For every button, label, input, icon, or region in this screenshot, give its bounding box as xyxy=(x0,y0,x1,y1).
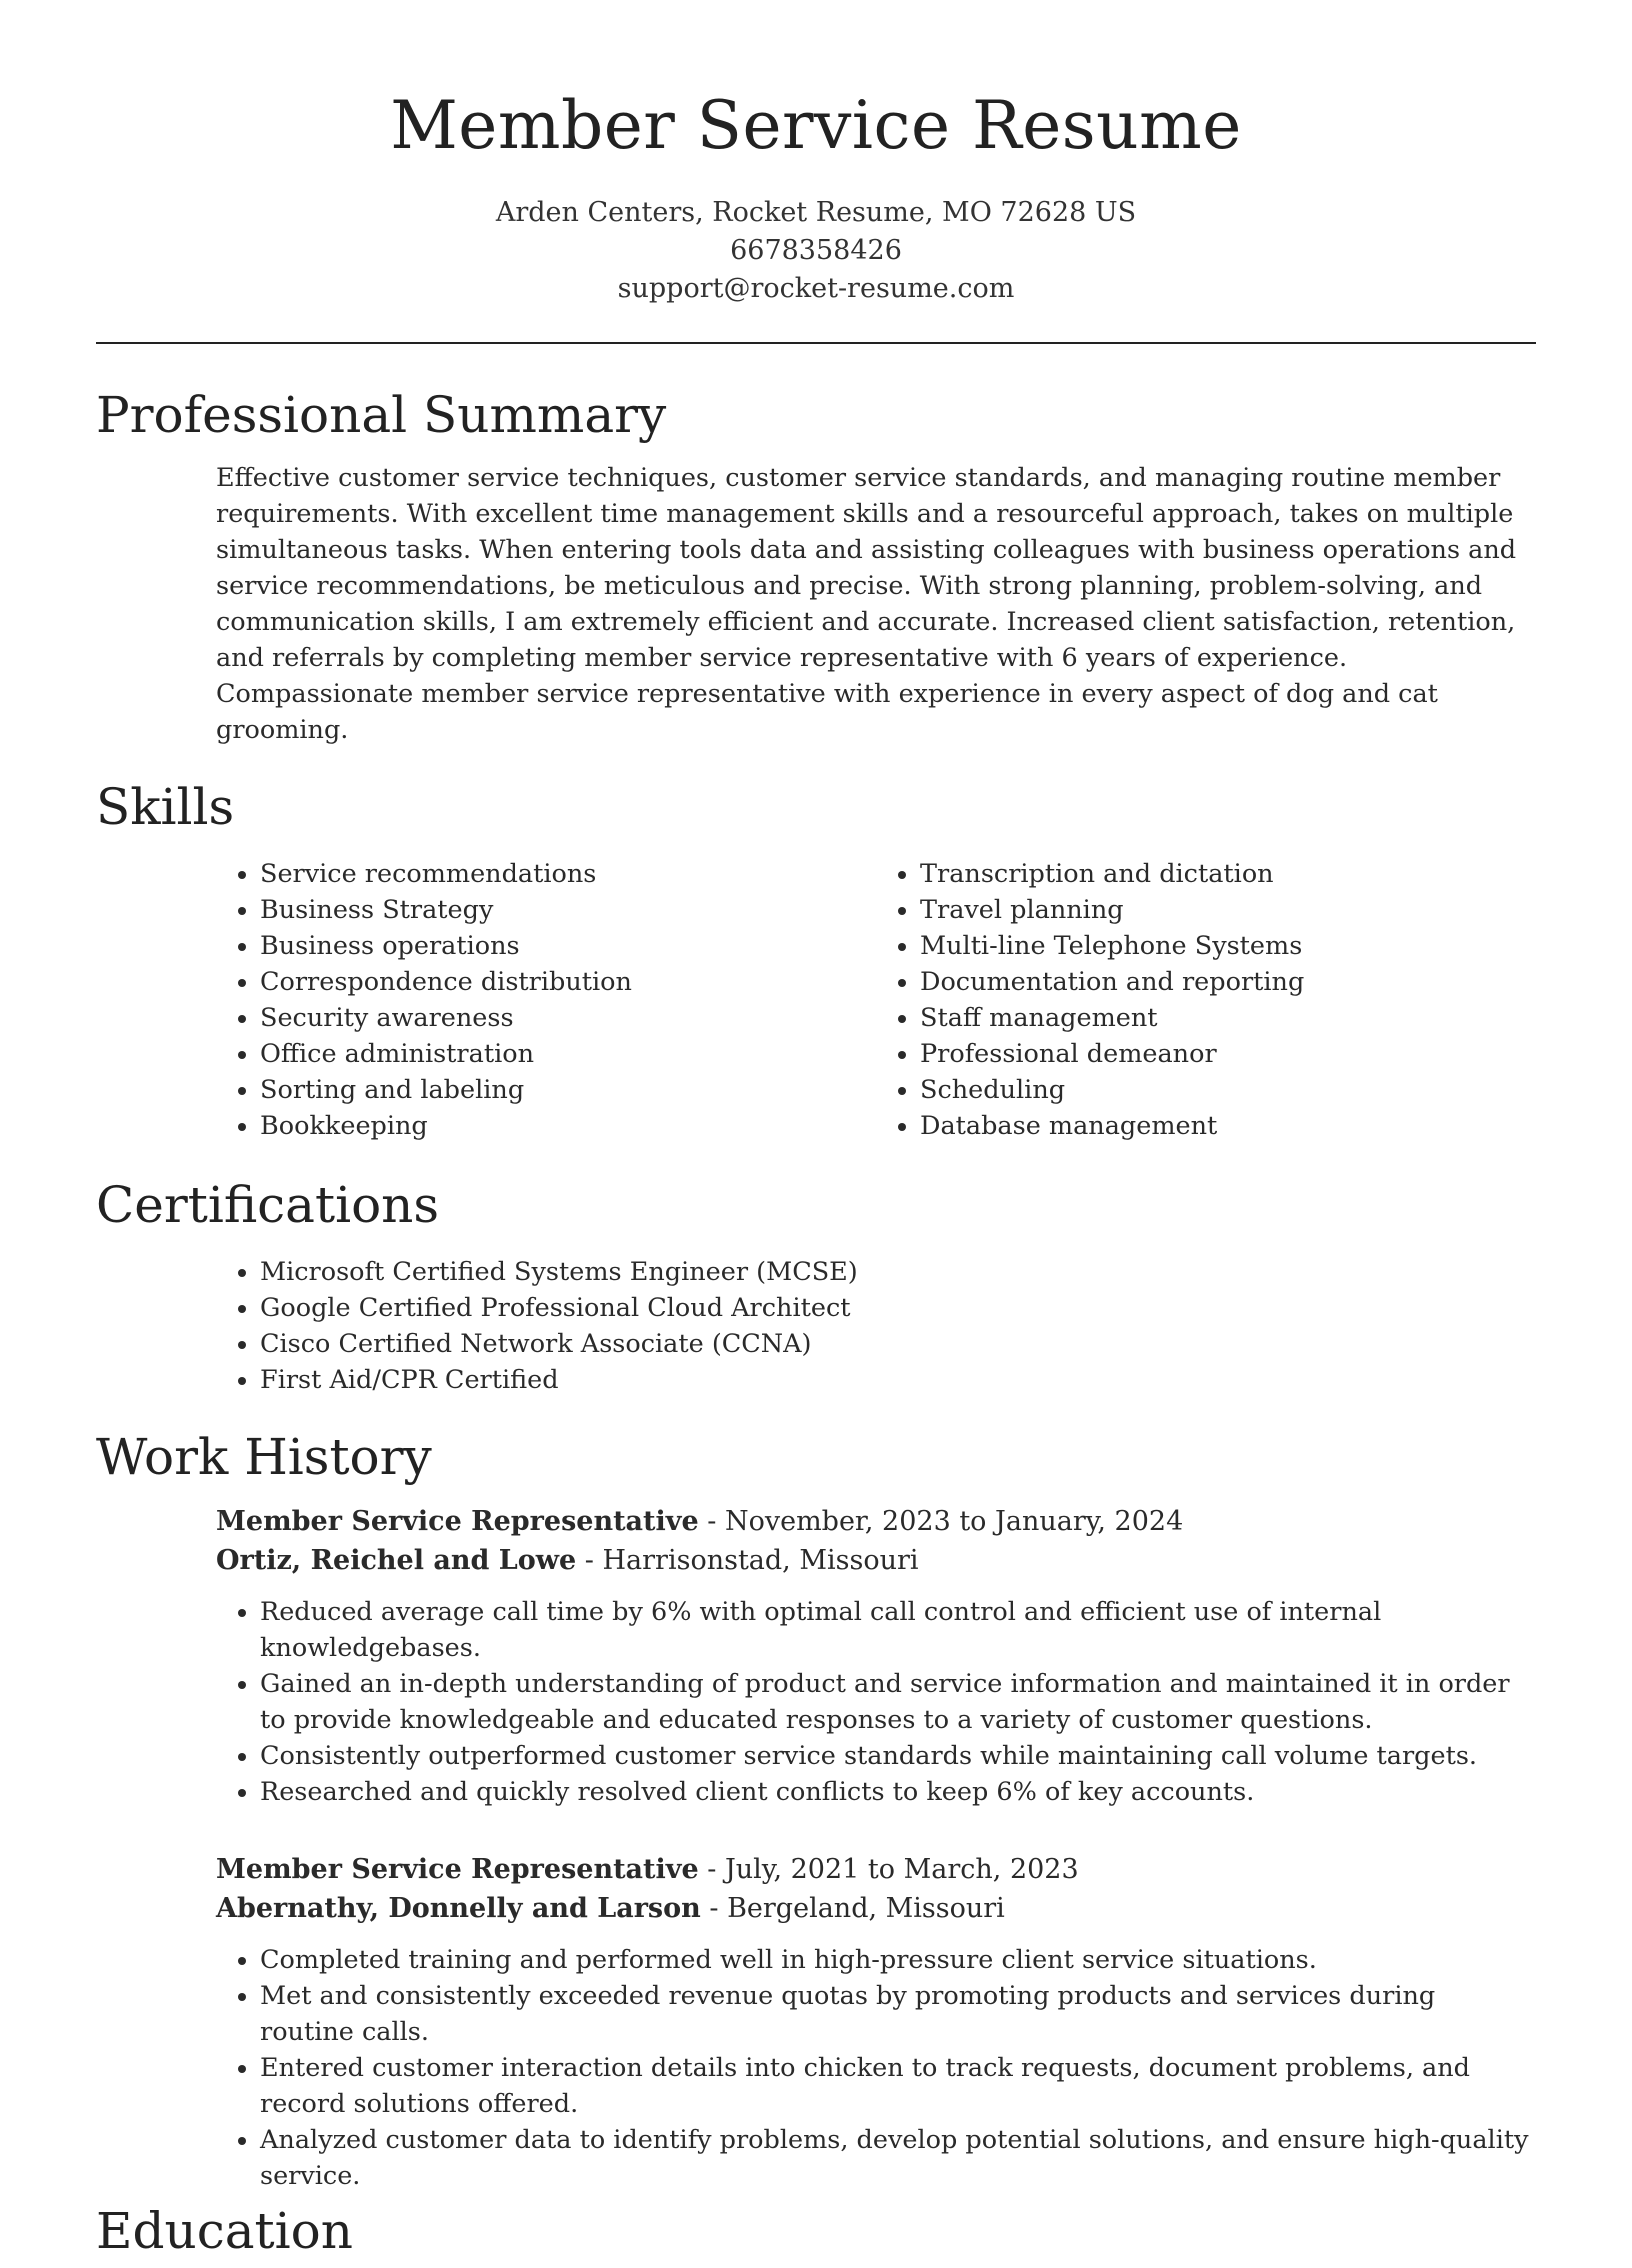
skill-item: • Documentation and reporting xyxy=(920,964,1536,1000)
header-divider xyxy=(96,342,1536,344)
job-entry xyxy=(216,1850,1536,2194)
work-history-body xyxy=(216,1502,1536,2194)
certification-item: • Google Certified Professional Cloud Architect xyxy=(260,1290,1536,1326)
certification-item: • Microsoft Certified Systems Engineer (MCSE) xyxy=(260,1254,1536,1290)
job-company-line: Abernathy, Donnelly and Larson - Bergeland, Missouri xyxy=(216,1893,1005,1924)
job-bullet: • Met and consistently exceeded revenue quotas by promoting products and services during routine calls. xyxy=(260,1978,1536,2050)
summary-section xyxy=(96,378,1536,748)
education-section xyxy=(96,2194,1536,2268)
skill-item: • Security awareness xyxy=(260,1000,876,1036)
certifications-heading: Certifications xyxy=(96,1176,440,1234)
skill-item: • Office administration xyxy=(260,1036,876,1072)
skill-item: • Service recommendations xyxy=(260,856,876,892)
contact-email: support@rocket-resume.com xyxy=(617,273,1015,304)
job-bullet: • Researched and quickly resolved client conflicts to keep 6% of key accounts. xyxy=(260,1774,1536,1810)
job-bullet: • Reduced average call time by 6% with optimal call control and efficient use of internal knowledgebases. xyxy=(260,1594,1536,1666)
job-role: Member Service Representative xyxy=(216,1506,699,1537)
skill-item: • Travel planning xyxy=(920,892,1536,928)
skill-item: • Multi-line Telephone Systems xyxy=(920,928,1536,964)
job-dates: November, 2023 to January, 2024 xyxy=(724,1506,1184,1537)
skill-item: • Professional demeanor xyxy=(920,1036,1536,1072)
job-bullet: • Gained an in-depth understanding of product and service information and maintained it in order to provide knowledgeable and educated responses to a variety of customer questions. xyxy=(260,1666,1536,1738)
job-entry xyxy=(216,1502,1536,1810)
education-heading: Education xyxy=(96,2202,353,2260)
job-role: Member Service Representative xyxy=(216,1854,699,1885)
skill-item: • Transcription and dictation xyxy=(920,856,1536,892)
skill-item: • Sorting and labeling xyxy=(260,1072,876,1108)
skill-item: • Database management xyxy=(920,1108,1536,1144)
resume-header xyxy=(0,0,1632,308)
contact-address: Arden Centers, Rocket Resume, MO 72628 US xyxy=(495,197,1137,228)
skills-section xyxy=(96,770,1536,1144)
skills-left-list xyxy=(216,856,876,1144)
summary-heading: Professional Summary xyxy=(96,386,667,444)
job-company: Ortiz, Reichel and Lowe xyxy=(216,1545,577,1576)
certifications-section xyxy=(96,1168,1536,1398)
job-bullets xyxy=(216,1594,1536,1810)
job-bullet: • Analyzed customer data to identify problems, develop potential solutions, and ensure high-quality service. xyxy=(260,2122,1536,2194)
contact-phone: 6678358426 xyxy=(730,235,902,266)
work-history-section xyxy=(96,1420,1536,2194)
job-bullet: • Consistently outperformed customer service standards while maintaining call volume targets. xyxy=(260,1738,1536,1774)
job-role-line: Member Service Representative - November, 2023 to January, 2024 xyxy=(216,1506,1184,1537)
skills-right-list xyxy=(876,856,1536,1144)
skill-item: • Bookkeeping xyxy=(260,1108,876,1144)
job-location: Harrisonstad, Missouri xyxy=(602,1545,919,1576)
skills-heading: Skills xyxy=(96,778,235,836)
job-location: Bergeland, Missouri xyxy=(727,1893,1005,1924)
job-bullet: • Completed training and performed well in high-pressure client service situations. xyxy=(260,1942,1536,1978)
skill-item: • Business operations xyxy=(260,928,876,964)
job-dates: July, 2021 to March, 2023 xyxy=(724,1854,1079,1885)
skill-item: • Staff management xyxy=(920,1000,1536,1036)
job-bullets xyxy=(216,1942,1536,2194)
certifications-list xyxy=(216,1254,1536,1398)
skills-columns xyxy=(216,856,1536,1144)
job-company: Abernathy, Donnelly and Larson xyxy=(216,1893,701,1924)
skill-item: • Correspondence distribution xyxy=(260,964,876,1000)
skill-item: • Business Strategy xyxy=(260,892,876,928)
resume-title: Member Service Resume xyxy=(390,87,1242,164)
resume-content xyxy=(96,378,1536,2268)
job-role-line: Member Service Representative - July, 2021 to March, 2023 xyxy=(216,1854,1079,1885)
work-history-heading: Work History xyxy=(96,1428,432,1486)
skill-item: • Scheduling xyxy=(920,1072,1536,1108)
summary-text: Effective customer service techniques, customer service standards, and managing routine member requirements. With excellent time management skills and a resourceful approach, takes on multiple simultaneous tasks. When entering tools data and assisting colleagues with business operations and service recommendations, be meticulous and precise. With strong planning, problem-solving, and communication skills, I am extremely efficient and accurate. Increased client satisfaction, retention, and referrals by completing member service representative with 6 years of experience. Compassionate member service representative with experience in every aspect of dog and cat grooming. xyxy=(216,463,1517,745)
certification-item: • Cisco Certified Network Associate (CCNA) xyxy=(260,1326,1536,1362)
contact-block xyxy=(0,194,1632,308)
job-bullet: • Entered customer interaction details into chicken to track requests, document problems, and record solutions offered. xyxy=(260,2050,1536,2122)
job-company-line: Ortiz, Reichel and Lowe - Harrisonstad, Missouri xyxy=(216,1545,919,1576)
certification-item: • First Aid/CPR Certified xyxy=(260,1362,1536,1398)
certifications-list-wrap xyxy=(216,1254,1536,1398)
